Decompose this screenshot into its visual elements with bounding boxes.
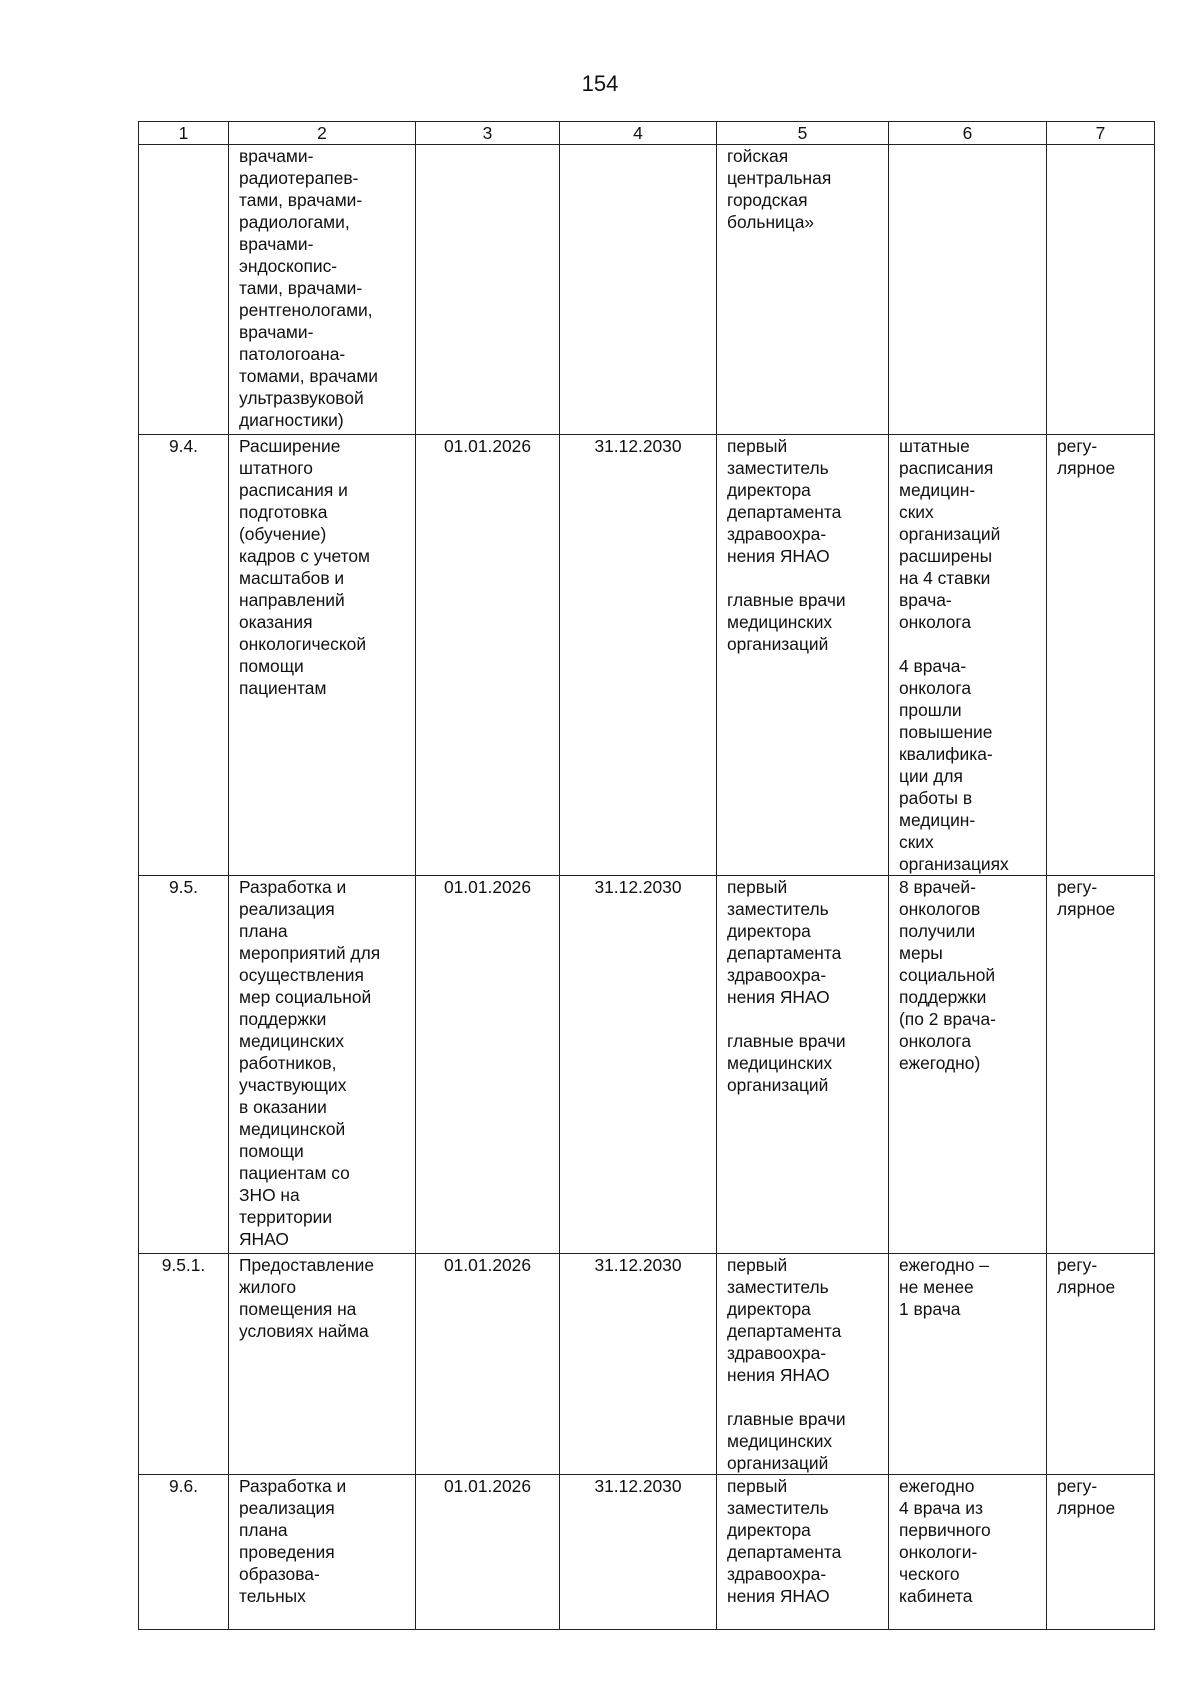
- end-date: 31.12.2030: [594, 436, 682, 456]
- start-date-cell: [416, 145, 560, 435]
- table-header-row: [139, 122, 1155, 145]
- measure-name: Разработка и реализация плана мероприятий для осуществления мер социальной поддержки медицинских работников, участвующих в оказании медицинской помощи пациентам со ЗНО на территории ЯНАО: [239, 877, 381, 1249]
- end-date-cell: [560, 145, 717, 435]
- end-date: 31.12.2030: [594, 1255, 682, 1275]
- start-date-cell: [416, 435, 560, 876]
- start-date: 01.01.2026: [443, 1476, 532, 1496]
- row-number: 9.6.: [168, 1476, 198, 1496]
- table-row: [139, 876, 1155, 1254]
- responsible-cell: [717, 1254, 889, 1475]
- table-row: [139, 1475, 1155, 1630]
- responsible: первый заместитель директора департамента здравоохра- нения ЯНАО главные врачи медицинских организаций: [727, 1255, 846, 1473]
- end-date: 31.12.2030: [594, 877, 682, 897]
- responsible: гойская центральная городская больница»: [727, 146, 832, 232]
- measure-type: регу- лярное: [1057, 1255, 1116, 1297]
- end-date-cell: [560, 1254, 717, 1475]
- page-number: 154: [581, 71, 619, 96]
- result-cell: [889, 435, 1047, 876]
- column-header: 6: [889, 122, 1047, 145]
- measure-name: Разработка и реализация плана проведения образова- тельных: [239, 1476, 347, 1606]
- end-date-cell: [560, 876, 717, 1254]
- column-header: 1: [139, 122, 229, 145]
- start-date-cell: [416, 1254, 560, 1475]
- responsible-cell: [717, 1475, 889, 1630]
- start-date: 01.01.2026: [443, 877, 532, 897]
- row-number-cell: [139, 1254, 229, 1475]
- column-header: 7: [1047, 122, 1155, 145]
- row-number-cell: [139, 145, 229, 435]
- row-number-cell: [139, 435, 229, 876]
- row-number-cell: [139, 1475, 229, 1630]
- responsible: первый заместитель директора департамента здравоохра- нения ЯНАО главные врачи медицинских организаций: [727, 877, 846, 1095]
- type-cell: [1047, 435, 1155, 876]
- table-row: [139, 1254, 1155, 1475]
- measure-name-cell: [229, 435, 416, 876]
- responsible-cell: [717, 435, 889, 876]
- type-cell: [1047, 1254, 1155, 1475]
- result-cell: [889, 876, 1047, 1254]
- start-date: 01.01.2026: [443, 436, 532, 456]
- table-row: [139, 145, 1155, 435]
- row-number-cell: [139, 876, 229, 1254]
- result: штатные расписания медицин- ских организаций расширены на 4 ставки врача- онколога 4 врача- онколога прошли повышение квалифика- ции для работы в медицин- ских организациях: [899, 436, 1009, 874]
- end-date: 31.12.2030: [594, 1476, 682, 1496]
- measure-name-cell: [229, 1475, 416, 1630]
- end-date-cell: [560, 1475, 717, 1630]
- end-date-cell: [560, 435, 717, 876]
- column-header: 4: [560, 122, 717, 145]
- measure-type: регу- лярное: [1057, 436, 1116, 478]
- measure-name: Предоставление жилого помещения на условиях найма: [239, 1255, 375, 1341]
- responsible: первый заместитель директора департамента здравоохра- нения ЯНАО: [727, 1476, 842, 1606]
- measure-name: врачами- радиотерапев- тами, врачами- радиологами, врачами- эндоскопис- тами, врачами- рентгенологами, врачами- патологоана- томами, врачами ультразвуковой диагностики): [239, 146, 379, 430]
- responsible-cell: [717, 145, 889, 435]
- measure-name-cell: [229, 876, 416, 1254]
- measures-table: [138, 121, 1155, 1630]
- start-date-cell: [416, 1475, 560, 1630]
- measure-name-cell: [229, 145, 416, 435]
- result-cell: [889, 1254, 1047, 1475]
- type-cell: [1047, 876, 1155, 1254]
- column-header: 3: [416, 122, 560, 145]
- start-date: 01.01.2026: [443, 1255, 532, 1275]
- column-header: 2: [229, 122, 416, 145]
- result-cell: [889, 145, 1047, 435]
- measure-name-cell: [229, 1254, 416, 1475]
- result: 8 врачей- онкологов получили меры социальной поддержки (по 2 врача- онколога ежегодно): [899, 877, 996, 1073]
- row-number: 9.5.1.: [161, 1255, 206, 1275]
- measure-type: регу- лярное: [1057, 877, 1116, 919]
- measure-type: регу- лярное: [1057, 1476, 1116, 1518]
- row-number: 9.5.: [168, 877, 198, 897]
- result: ежегодно 4 врача из первичного онкологи- ческого кабинета: [899, 1476, 991, 1606]
- start-date-cell: [416, 876, 560, 1254]
- type-cell: [1047, 1475, 1155, 1630]
- responsible-cell: [717, 876, 889, 1254]
- row-number: 9.4.: [168, 436, 198, 456]
- result: ежегодно – не менее 1 врача: [899, 1255, 989, 1319]
- responsible: первый заместитель директора департамента здравоохра- нения ЯНАО главные врачи медицинских организаций: [727, 436, 846, 654]
- column-header: 5: [717, 122, 889, 145]
- result-cell: [889, 1475, 1047, 1630]
- measure-name: Расширение штатного расписания и подготовка (обучение) кадров с учетом масштабов и направлений оказания онкологической помощи пациентам: [239, 436, 370, 698]
- table-row: [139, 435, 1155, 876]
- type-cell: [1047, 145, 1155, 435]
